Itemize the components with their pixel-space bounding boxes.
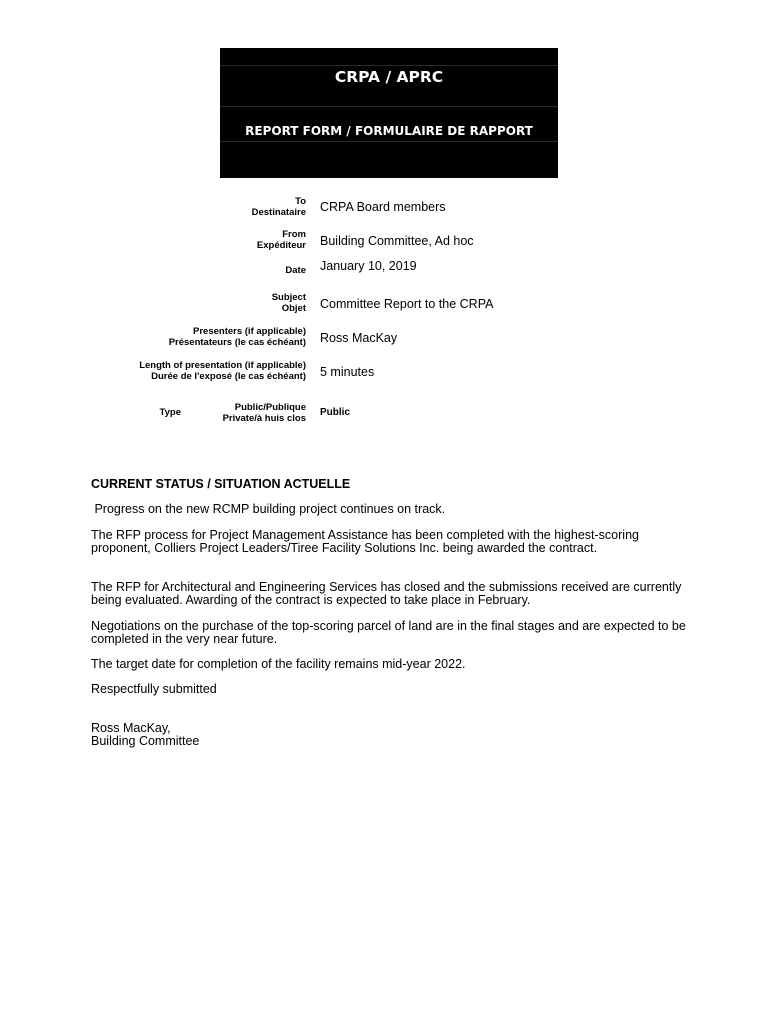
length-label-fr: Durée de l'exposé (le cas échéant) (151, 370, 306, 382)
paragraph: Negotiations on the purchase of the top-scoring parcel of land are in the final stages and are expected to be completed in the very near future. (91, 619, 686, 646)
header-divider (220, 106, 558, 107)
type-option-public: Public/Publique (234, 402, 306, 413)
subject-label-fr: Objet (281, 302, 306, 314)
section-heading: CURRENT STATUS / SITUATION ACTUELLE (91, 477, 351, 491)
paragraph: The target date for completion of the facility remains mid-year 2022. (91, 657, 466, 671)
paragraph: The RFP for Architectural and Engineering Services has closed and the submissions received are currently being evaluated. Awarding of the contract is expected to take place in February. (91, 580, 682, 607)
length-label (139, 361, 306, 382)
type-value: Public (320, 407, 351, 418)
type-label (160, 408, 181, 419)
date-label (285, 266, 306, 277)
to-value: CRPA Board members (320, 200, 446, 214)
type-option-private: Private/à huis clos (222, 412, 306, 424)
presenters-value: Ross MacKay (320, 331, 398, 345)
header-divider (220, 141, 558, 142)
signature-name: Ross MacKay, (91, 721, 171, 735)
header-subtitle: REPORT FORM / FORMULAIRE DE RAPPORT (245, 124, 533, 138)
subject-value: Committee Report to the CRPA (320, 297, 494, 311)
date-label-text: Date (285, 265, 306, 276)
to-label (252, 197, 306, 218)
date-value: January 10, 2019 (320, 259, 417, 273)
presenters-label-en: Presenters (if applicable) (193, 326, 306, 337)
header-title: CRPA / APRC (334, 68, 444, 86)
from-label (257, 230, 306, 251)
header-divider (220, 65, 558, 66)
length-label-en: Length of presentation (if applicable) (139, 360, 306, 371)
type-options (223, 403, 306, 424)
paragraph: Progress on the new RCMP building project continues on track. (91, 502, 446, 516)
subject-label-en: Subject (271, 292, 306, 303)
paragraph: The RFP process for Project Management Assistance has been completed with the highest-scoring proponent, Colliers Project Leaders/Tiree Facility Solutions Inc. being awarded the contract. (91, 528, 639, 555)
from-value: Building Committee, Ad hoc (320, 234, 474, 248)
subject-label (272, 293, 306, 314)
presenters-label-fr: Présentateurs (le cas échéant) (168, 336, 306, 348)
type-label-text: Type (159, 407, 181, 418)
signature-title: Building Committee (91, 734, 200, 748)
paragraph: Respectfully submitted (91, 682, 217, 696)
report-header (220, 48, 558, 178)
length-value: 5 minutes (320, 365, 375, 379)
to-label-fr: Destinataire (251, 206, 306, 218)
to-label-en: To (295, 196, 306, 207)
from-label-fr: Expéditeur (256, 239, 306, 251)
presenters-label (169, 327, 306, 348)
from-label-en: From (282, 229, 306, 240)
